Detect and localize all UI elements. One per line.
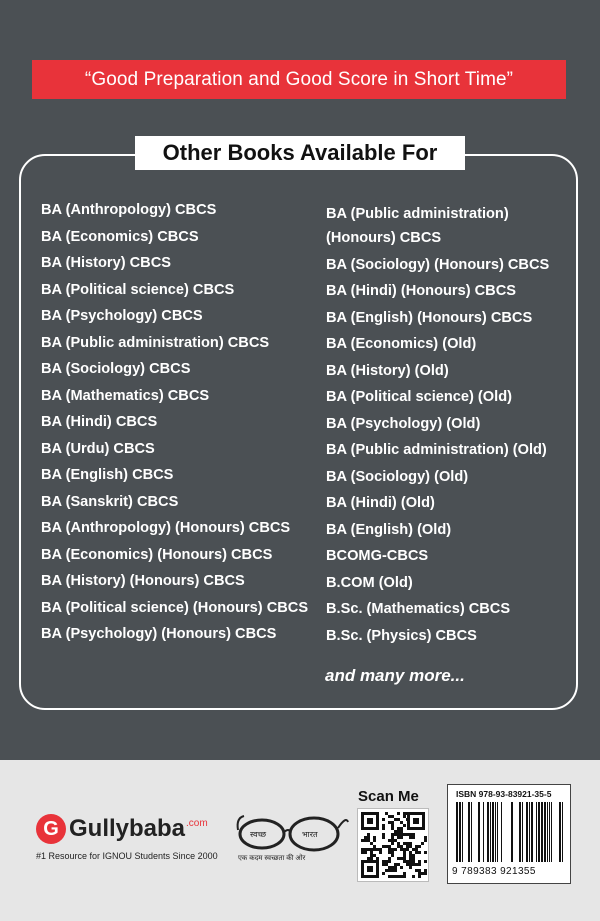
isbn-label: ISBN 978-93-83921-35-5 — [456, 789, 552, 799]
book-item: B.COM (Old) — [326, 574, 413, 591]
book-item: BA (Political science) CBCS — [41, 281, 235, 298]
isbn-digits: 9 789383 921355 — [452, 866, 536, 877]
book-item: BA (Economics) CBCS — [41, 228, 199, 245]
book-item: BA (Public administration) (Honours) CBCS — [326, 206, 509, 246]
isbn-barcode — [447, 784, 571, 884]
book-item: BA (Hindi) (Honours) CBCS — [326, 283, 516, 299]
book-item: BA (Economics) (Old) — [326, 336, 477, 352]
book-item: BA (Anthropology) CBCS — [41, 202, 217, 218]
book-item: BA (Psychology) (Honours) CBCS — [41, 626, 277, 642]
book-item: BA (Public administration) CBCS — [41, 334, 270, 351]
book-item: BA (Sociology) CBCS — [41, 361, 191, 377]
book-item: BA (Hindi) (Old) — [326, 495, 435, 511]
bharat-word: भारत — [302, 830, 318, 839]
book-item: BA (Political science) (Old) — [326, 389, 512, 405]
book-item: BA (History) (Honours) CBCS — [41, 573, 245, 589]
book-item: BA (English) (Honours) CBCS — [326, 309, 533, 326]
book-item: BA (Hindi) CBCS — [41, 414, 158, 430]
gullybaba-logo — [36, 812, 208, 846]
qr-code[interactable] — [357, 808, 429, 882]
books-list-right — [326, 202, 576, 650]
panel-title: Other Books Available For — [135, 136, 465, 170]
book-item: BA (History) CBCS — [41, 255, 171, 271]
book-item: B.Sc. (Mathematics) CBCS — [326, 601, 511, 617]
book-item: BA (Sociology) (Honours) CBCS — [326, 256, 550, 273]
book-item: BA (English) CBCS — [41, 467, 174, 483]
logo-g-icon: G — [36, 814, 66, 844]
book-item: B.Sc. (Physics) CBCS — [326, 627, 477, 644]
book-item: BA (Anthropology) (Honours) CBCS — [41, 520, 291, 536]
book-item: BA (Urdu) CBCS — [41, 440, 155, 457]
book-item: BA (Economics) (Honours) CBCS — [41, 546, 273, 563]
scan-me-label: Scan Me — [358, 788, 419, 805]
book-item: BA (Psychology) CBCS — [41, 308, 203, 324]
logo-suffix: .com — [186, 818, 208, 829]
book-item: BA (Sanskrit) CBCS — [41, 493, 179, 510]
book-item: BA (Political science) (Honours) CBCS — [41, 599, 309, 616]
barcode-graphic — [454, 802, 566, 862]
logo-name: Gullybaba — [69, 815, 186, 842]
swachh-caption: एक कदम स्वच्छता की ओर — [238, 855, 306, 862]
book-item: BA (Public administration) (Old) — [326, 442, 547, 458]
tagline-banner: “Good Preparation and Good Score in Short Time” — [32, 60, 566, 99]
book-item: BA (Mathematics) CBCS — [41, 387, 210, 404]
more-books-text: and many more... — [325, 666, 465, 685]
book-item: BA (History) (Old) — [326, 362, 449, 379]
swachh-word: स्वच्छ — [250, 830, 267, 839]
book-item: BCOMG-CBCS — [326, 548, 429, 564]
books-list-left — [41, 198, 319, 649]
publisher-tagline: #1 Resource for IGNOU Students Since 2000 — [36, 851, 218, 861]
book-item: BA (English) (Old) — [326, 521, 452, 538]
book-item: BA (Sociology) (Old) — [326, 468, 469, 485]
book-item: BA (Psychology) (Old) — [326, 415, 481, 432]
